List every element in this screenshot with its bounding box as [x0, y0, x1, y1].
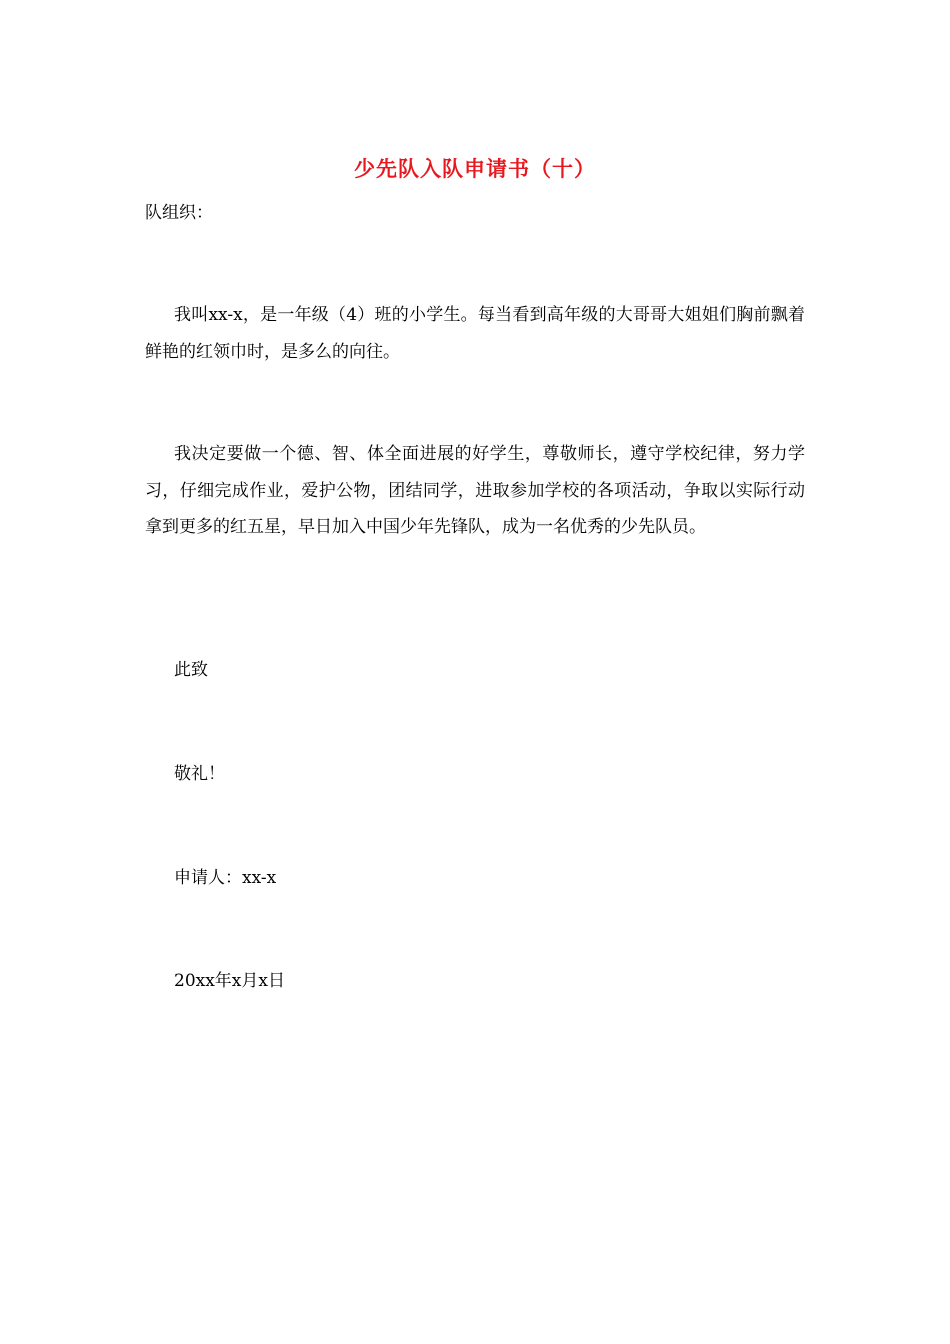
- document-title: 少先队入队申请书（十）: [354, 156, 596, 181]
- applicant-signature: 申请人：xx-x: [174, 868, 277, 888]
- salutation: 队组织：: [145, 203, 213, 223]
- regards-line: 敬礼！: [174, 764, 225, 784]
- body-paragraph-2: 我决定要做一个德、智、体全面进展的好学生，尊敬师长，遵守学校纪律，努力学习，仔细完成作业，爱护公物，团结同学，进取参加学校的各项活动，争取以实际行动拿到更多的红五星，早日加入中国少年先锋队，成为一名优秀的少先队员。: [145, 444, 805, 537]
- date-line: 20xx年x月x日: [174, 971, 285, 991]
- closing-line: 此致: [174, 660, 208, 680]
- body-paragraph-1: 我叫xx-x，是一年级（4）班的小学生。每当看到高年级的大哥哥大姐姐们胸前飘着鲜艳的红领巾时，是多么的向往。: [145, 305, 805, 362]
